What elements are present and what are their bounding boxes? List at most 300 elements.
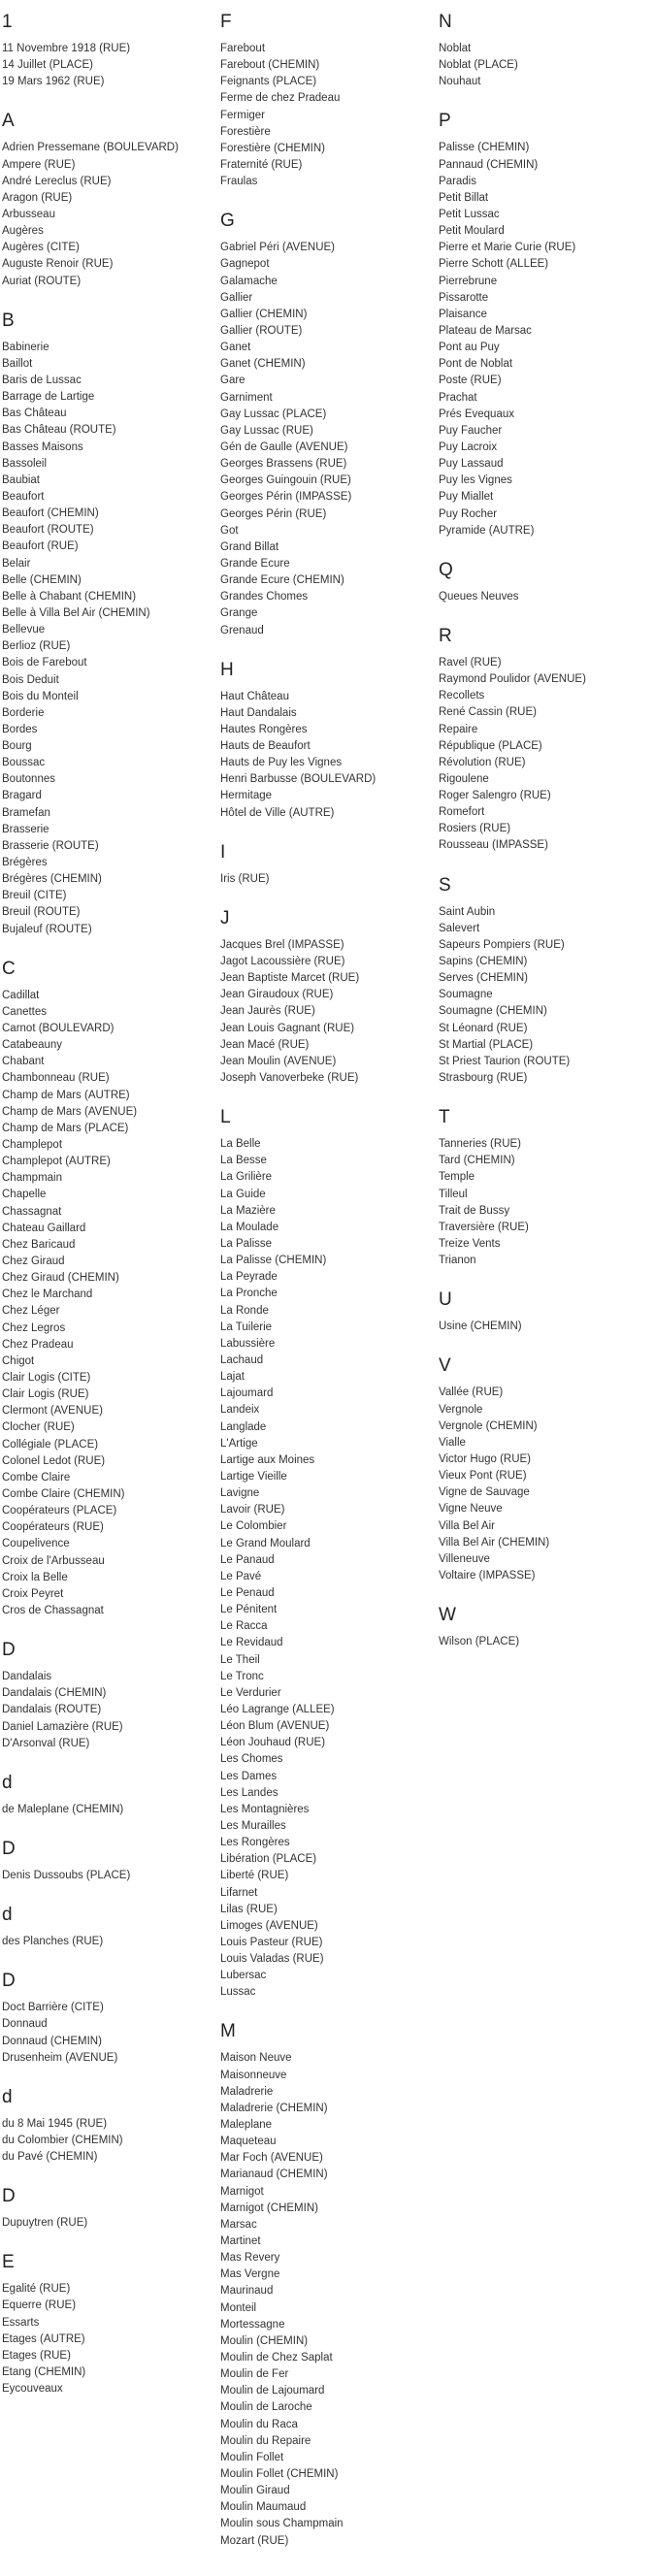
street-name: Moulin sous Champmain	[220, 2518, 344, 2530]
street-name: Pont au Puy	[439, 342, 500, 354]
letter-group	[439, 111, 652, 538]
street-list	[439, 1634, 652, 1650]
index-column-1	[2, 12, 208, 2418]
street-name: Le Racca	[220, 1620, 268, 1633]
street-list	[2, 2116, 208, 2166]
street-name: Grenaud	[220, 624, 264, 636]
letter-heading: d	[2, 1905, 13, 1926]
street-name: Belair	[2, 557, 31, 570]
letter-group	[2, 2252, 208, 2397]
street-name: Nouhaut	[439, 76, 481, 88]
letter-group	[220, 211, 426, 638]
letter-heading: N	[439, 12, 452, 32]
street-name: Borderie	[2, 706, 45, 719]
street-name: Beaufort (RUE)	[2, 540, 79, 553]
street-name: Auguste Renoir (RUE)	[2, 258, 114, 271]
street-name: Puy les Vignes	[439, 474, 512, 487]
street-name: Baris de Lussac	[2, 374, 82, 386]
street-list	[439, 140, 652, 538]
street-name: Léon Blum (AVENUE)	[220, 1720, 330, 1733]
street-name: Lavoir (RUE)	[220, 1504, 285, 1516]
street-name: St Priest Taurion (ROUTE)	[439, 1055, 571, 1067]
street-name: Ganet	[220, 342, 251, 354]
street-name: Augères	[2, 225, 44, 238]
street-name: Champlepot (AUTRE)	[2, 1156, 111, 1168]
street-name: Babinerie	[2, 341, 49, 353]
street-name: Fraulas	[220, 176, 258, 188]
letter-group	[2, 12, 208, 90]
street-name: Lartige Vieille	[220, 1470, 287, 1483]
street-name: Petit Lussac	[439, 208, 500, 220]
street-name: Galamache	[220, 275, 278, 287]
letter-group	[439, 1355, 652, 1584]
street-name: Hauts de Puy les Vignes	[220, 757, 343, 769]
street-name: Maqueteau	[220, 2136, 277, 2148]
street-name: Cros de Chassagnat	[2, 1604, 104, 1616]
street-list	[2, 41, 208, 90]
street-name: Croix de l'Arbusseau	[2, 1554, 105, 1567]
street-name: Mozart (RUE)	[220, 2534, 289, 2547]
letter-group	[2, 1640, 208, 1752]
letter-group	[220, 2021, 426, 2549]
street-name: Vialle	[439, 1436, 466, 1449]
street-name: Soumagne (CHEMIN)	[439, 1005, 547, 1018]
street-name: Jean Giraudoux (RUE)	[220, 989, 334, 1001]
street-name: Pyramide (AUTRE)	[439, 524, 535, 537]
letter-heading: M	[220, 2021, 236, 2042]
street-name: Maladrerie (CHEMIN)	[220, 2102, 328, 2114]
street-name: Pannaud (CHEMIN)	[439, 158, 539, 171]
street-list	[220, 689, 426, 822]
letter-group	[220, 842, 426, 888]
street-name: Tard (CHEMIN)	[439, 1155, 515, 1167]
street-name: La Palisse (CHEMIN)	[220, 1255, 327, 1267]
street-name: Gallier (CHEMIN)	[220, 308, 308, 320]
street-name: Langlade	[220, 1420, 267, 1433]
letter-heading: I	[220, 841, 226, 863]
street-name: Combe Claire	[2, 1471, 71, 1484]
street-name: Prés Evequaux	[439, 408, 514, 420]
street-name: Puy Faucher	[439, 424, 503, 437]
street-name: Rosiers (RUE)	[439, 823, 511, 835]
street-name: Palisse (CHEMIN)	[439, 142, 530, 154]
street-name: La Ronde	[220, 1304, 269, 1317]
street-name: Joseph Vanoverbeke (RUE)	[220, 1072, 359, 1085]
street-name: Soumagne	[439, 989, 493, 1001]
street-name: Coopérateurs (PLACE)	[2, 1505, 117, 1517]
street-name: Pierre et Marie Curie (RUE)	[439, 242, 576, 254]
street-name: Maison Neuve	[220, 2052, 292, 2065]
street-list	[2, 988, 208, 1619]
street-name: Combe Claire (CHEMIN)	[2, 1487, 125, 1500]
street-list	[220, 240, 426, 638]
street-name: Brégères (CHEMIN)	[2, 873, 102, 886]
street-list	[220, 1136, 426, 2001]
street-name: Bas Château (ROUTE)	[2, 424, 116, 437]
letter-heading: G	[220, 211, 235, 232]
street-name: Temple	[439, 1171, 475, 1184]
street-name: Ganet (CHEMIN)	[220, 358, 306, 371]
street-name: Mas Vergne	[220, 2268, 280, 2281]
street-name: Got	[220, 524, 239, 537]
street-name: Marsac	[220, 2218, 257, 2231]
street-name: Baubiat	[2, 473, 41, 486]
street-name: Collégiale (PLACE)	[2, 1438, 99, 1451]
letter-heading: d	[2, 2086, 13, 2107]
street-name: du Pavé (CHEMIN)	[2, 2151, 98, 2164]
street-name: Moulin Follet (CHEMIN)	[220, 2468, 339, 2480]
street-name: Lubersac	[220, 1970, 267, 1982]
street-name: des Planches (RUE)	[2, 1936, 104, 1948]
street-name: Coupelivence	[2, 1538, 70, 1550]
street-name: Chez le Marchand	[2, 1288, 93, 1301]
street-name: Maleplane	[220, 2119, 273, 2132]
street-name: Le Theil	[220, 1653, 260, 1666]
street-name: Moulin de Lajoumard	[220, 2385, 325, 2397]
street-name: Augères (CITE)	[2, 242, 80, 254]
street-name: 19 Mars 1962 (RUE)	[2, 76, 105, 88]
street-name: Marnigot (CHEMIN)	[220, 2201, 318, 2214]
street-name: Voltaire (IMPASSE)	[439, 1569, 536, 1581]
letter-heading: W	[439, 1605, 456, 1626]
street-name: Louis Pasteur (RUE)	[220, 1936, 323, 1948]
letter-group	[2, 111, 208, 289]
street-name: La Moulade	[220, 1221, 279, 1233]
letter-group	[439, 1289, 652, 1335]
street-list	[2, 1802, 208, 1818]
street-name: Garniment	[220, 391, 273, 404]
street-name: Strasbourg (RUE)	[439, 1072, 528, 1085]
street-name: Georges Périn (IMPASSE)	[220, 491, 352, 504]
street-name: Traversière (RUE)	[439, 1221, 529, 1233]
street-name: Maladrerie	[220, 2085, 274, 2098]
street-name: Jean Macé (RUE)	[220, 1038, 310, 1051]
street-name: Bois Deduit	[2, 673, 59, 686]
letter-heading: Q	[439, 559, 453, 580]
letter-heading: A	[2, 111, 15, 132]
street-list	[439, 904, 652, 1088]
street-name: Georges Périn (RUE)	[220, 507, 327, 520]
street-name: Puy Miallet	[439, 491, 494, 504]
street-list	[220, 41, 426, 190]
street-name: Léon Jouhaud (RUE)	[220, 1737, 326, 1749]
street-name: Egalité (RUE)	[2, 2283, 71, 2296]
letter-group	[439, 1605, 652, 1650]
street-list	[220, 937, 426, 1087]
street-list	[2, 1669, 208, 1752]
street-name: Grand Billat	[220, 540, 279, 553]
street-name: Villa Bel Air (CHEMIN)	[439, 1536, 550, 1549]
street-name: Hôtel de Ville (AUTRE)	[220, 806, 335, 819]
street-name: Chez Giraud (CHEMIN)	[2, 1272, 119, 1285]
street-name: Colonel Ledot (RUE)	[2, 1454, 106, 1467]
street-name: Moulin Giraud	[220, 2485, 290, 2497]
street-name: Farebout	[220, 43, 266, 54]
street-name: Champ de Mars (AVENUE)	[2, 1105, 138, 1118]
street-name: Mar Foch (AVENUE)	[220, 2152, 323, 2165]
street-name: Gay Lussac (PLACE)	[220, 408, 327, 420]
street-name: Pierrebrune	[439, 275, 498, 287]
street-name: Forestière (CHEMIN)	[220, 142, 325, 154]
letter-group	[220, 908, 426, 1087]
street-name: Ferme de chez Pradeau	[220, 92, 341, 105]
letter-heading: H	[220, 659, 234, 680]
street-name: Fraternité (RUE)	[220, 158, 303, 171]
letter-heading: E	[2, 2252, 15, 2273]
street-name: Brasserie (ROUTE)	[2, 839, 99, 852]
street-name: Roger Salengro (RUE)	[439, 790, 551, 802]
street-name: Hermitage	[220, 790, 273, 802]
street-name: Georges Guingouin (RUE)	[220, 474, 351, 487]
street-name: Croix la Belle	[2, 1571, 68, 1583]
street-name: Breuil (CITE)	[2, 890, 67, 902]
street-name: Le Colombier	[220, 1520, 287, 1533]
street-name: D'Arsonval (RUE)	[2, 1737, 90, 1749]
street-name: Clair Logis (RUE)	[2, 1388, 89, 1401]
street-name: République (PLACE)	[439, 739, 542, 752]
street-name: Fermiger	[220, 109, 266, 121]
street-name: Gay Lussac (RUE)	[220, 424, 313, 437]
street-name: Jagot Lacoussière (RUE)	[220, 956, 345, 968]
street-name: Trait de Bussy	[439, 1204, 510, 1217]
street-name: Vallée (RUE)	[439, 1386, 504, 1399]
street-list	[220, 2050, 426, 2549]
street-name: Basses Maisons	[2, 440, 83, 453]
street-name: Pont de Noblat	[439, 358, 513, 371]
street-name: Vieux Pont (RUE)	[439, 1470, 527, 1483]
street-name: La Tuilerie	[220, 1321, 273, 1333]
street-list	[2, 140, 208, 289]
street-name: Belle à Chabant (CHEMIN)	[2, 590, 137, 603]
letter-group	[2, 1905, 208, 1950]
street-name: Etages (AUTRE)	[2, 2332, 85, 2345]
street-name: Bassoleil	[2, 457, 48, 470]
street-name: Hautes Rongères	[220, 723, 308, 735]
street-name: Gare	[220, 375, 246, 387]
letter-group	[2, 2087, 208, 2166]
street-name: André Lereclus (RUE)	[2, 175, 112, 187]
letter-group	[439, 1107, 652, 1269]
street-name: Marnigot	[220, 2185, 264, 2198]
street-name: Recollets	[439, 690, 485, 702]
street-list	[220, 871, 426, 888]
street-name: Gén de Gaulle (AVENUE)	[220, 440, 348, 453]
street-name: Jean Baptiste Marcet (RUE)	[220, 972, 360, 985]
street-name: Beaufort (CHEMIN)	[2, 507, 99, 520]
street-name: Gallier	[220, 291, 253, 304]
street-name: 14 Juillet (PLACE)	[2, 59, 93, 72]
street-list	[2, 340, 208, 938]
street-name: Forestière	[220, 125, 271, 138]
street-name: Champ de Mars (PLACE)	[2, 1122, 129, 1134]
street-name: Chez Giraud	[2, 1255, 65, 1267]
letter-heading: F	[220, 12, 232, 32]
index-column-3	[439, 12, 652, 1671]
letter-group	[220, 660, 426, 822]
street-list	[2, 2215, 208, 2232]
letter-group	[439, 560, 652, 605]
letter-group	[220, 12, 426, 190]
street-name: Lajoumard	[220, 1387, 274, 1400]
street-name: Grande Ecure	[220, 557, 290, 570]
street-name: Moulin du Raca	[220, 2418, 298, 2430]
street-name: Chassagnat	[2, 1205, 62, 1218]
street-name: Le Penaud	[220, 1586, 275, 1599]
street-name: Raymond Poulidor (AVENUE)	[439, 673, 586, 686]
letter-heading: C	[2, 958, 16, 979]
letter-heading: 1	[2, 12, 13, 32]
street-name: Auriat (ROUTE)	[2, 275, 82, 287]
street-name: Equerre (RUE)	[2, 2299, 77, 2312]
street-name: Poste (RUE)	[439, 375, 502, 387]
street-name: Doct Barrière (CITE)	[2, 2002, 104, 2014]
street-name: Chabant	[2, 1056, 45, 1068]
street-name: Grange	[220, 607, 258, 620]
letter-heading: T	[439, 1107, 450, 1128]
street-name: Tanneries (RUE)	[439, 1138, 521, 1151]
street-name: Pierre Schott (ALLEE)	[439, 258, 549, 271]
street-name: Lussac	[220, 1986, 256, 1999]
street-name: Gallier (ROUTE)	[220, 324, 303, 337]
street-name: Aragon (RUE)	[2, 191, 73, 204]
letter-heading: J	[220, 907, 230, 929]
street-name: Puy Lassaud	[439, 458, 504, 471]
street-name: Queues Neuves	[439, 590, 519, 603]
street-name: Adrien Pressemane (BOULEVARD)	[2, 142, 179, 154]
street-name: Mortessagne	[220, 2318, 285, 2331]
street-name: Bujaleuf (ROUTE)	[2, 923, 92, 935]
letter-heading: L	[220, 1107, 231, 1128]
letter-heading: B	[2, 310, 15, 331]
street-name: Clair Logis (CITE)	[2, 1371, 91, 1384]
street-name: Libération (PLACE)	[220, 1853, 317, 1866]
street-name: Dupuytren (RUE)	[2, 2217, 88, 2230]
street-name: Le Pavé	[220, 1570, 262, 1582]
street-name: Léo Lagrange (ALLEE)	[220, 1703, 335, 1715]
street-name: Vigne de Sauvage	[439, 1486, 530, 1499]
street-name: Bramefan	[2, 806, 50, 819]
street-name: Saint Aubin	[439, 905, 496, 918]
street-name: Le Verdurier	[220, 1686, 281, 1699]
street-name: Les Dames	[220, 1770, 278, 1782]
street-name: Bourg	[2, 740, 32, 753]
street-name: Etages (RUE)	[2, 2349, 71, 2362]
letter-group	[2, 1839, 208, 1884]
street-name: Donnaud (CHEMIN)	[2, 2035, 102, 2047]
street-name: Hauts de Beaufort	[220, 740, 311, 753]
street-name: Georges Brassens (RUE)	[220, 458, 347, 471]
street-name: Révolution (RUE)	[439, 756, 526, 768]
street-name: Catabeauny	[2, 1039, 63, 1052]
street-name: Le Pénitent	[220, 1604, 278, 1616]
street-name: Tilleul	[439, 1188, 468, 1200]
street-name: Chapelle	[2, 1189, 47, 1201]
street-name: Iris (RUE)	[220, 872, 270, 885]
street-name: Cadillat	[2, 989, 40, 1001]
street-name: Marianaud (CHEMIN)	[220, 2168, 328, 2181]
street-name: Boutonnes	[2, 773, 55, 786]
street-name: Puy Lacroix	[439, 440, 498, 453]
street-name: Moulin de Laroche	[220, 2401, 312, 2414]
letter-group	[439, 626, 652, 855]
street-name: Champlepot	[2, 1139, 63, 1152]
letter-heading: P	[439, 111, 451, 132]
letter-heading: d	[2, 1772, 13, 1793]
street-name: Vergnole	[439, 1403, 483, 1416]
street-name: Noblat (PLACE)	[439, 59, 518, 72]
street-name: Belle à Villa Bel Air (CHEMIN)	[2, 606, 150, 619]
street-name: de Maleplane (CHEMIN)	[2, 1803, 124, 1815]
street-name: St Léonard (RUE)	[439, 1022, 528, 1034]
letter-group	[2, 959, 208, 1619]
street-list	[2, 1868, 208, 1884]
street-name: La Pronche	[220, 1288, 278, 1300]
letter-group	[220, 1107, 426, 2001]
street-list	[439, 41, 652, 90]
street-name: Jacques Brel (IMPASSE)	[220, 938, 344, 951]
street-name: Beaufort (ROUTE)	[2, 524, 94, 537]
street-name: Essarts	[2, 2316, 40, 2329]
street-list	[439, 1385, 652, 1584]
street-name: Baillot	[2, 357, 33, 370]
street-name: Coopérateurs (RUE)	[2, 1521, 104, 1534]
street-name: Haut Dandalais	[220, 706, 297, 719]
street-list	[439, 1319, 652, 1335]
street-name: Limoges (AVENUE)	[220, 1919, 318, 1932]
street-name: Pissarotte	[439, 291, 489, 304]
street-name: Lajat	[220, 1371, 245, 1384]
street-name: Landeix	[220, 1404, 260, 1417]
street-name: Les Rongères	[220, 1837, 290, 1849]
street-name: Monteil	[220, 2301, 257, 2314]
street-name: Canettes	[2, 1005, 48, 1018]
street-name: René Cassin (RUE)	[439, 706, 537, 719]
street-name: Villa Bel Air	[439, 1519, 495, 1532]
street-name: Repaire	[439, 723, 478, 735]
street-name: Liberté (RUE)	[220, 1870, 289, 1882]
street-name: Grandes Chomes	[220, 591, 309, 603]
street-name: Usine (CHEMIN)	[439, 1321, 522, 1333]
street-name: Serves (CHEMIN)	[439, 972, 529, 985]
street-name: Louis Valadas (RUE)	[220, 1953, 324, 1966]
street-name: Les Landes	[220, 1786, 278, 1799]
street-name: Lifarnet	[220, 1886, 258, 1899]
street-name: Romefort	[439, 806, 485, 819]
street-name: du Colombier (CHEMIN)	[2, 2134, 123, 2146]
street-name: La Peyrade	[220, 1271, 278, 1284]
street-name: Berlioz (RUE)	[2, 640, 71, 653]
street-name: Drusenheim (AVENUE)	[2, 2051, 118, 2064]
street-name: Denis Dussoubs (PLACE)	[2, 1869, 131, 1881]
street-name: Lilas (RUE)	[220, 1903, 278, 1915]
street-list	[2, 2281, 208, 2397]
street-name: Chateau Gaillard	[2, 1222, 86, 1234]
street-name: Boussac	[2, 757, 46, 769]
street-name: Plateau de Marsac	[439, 324, 532, 337]
street-name: Eycouveaux	[2, 2383, 63, 2396]
street-name: Donnaud	[2, 2018, 48, 2031]
street-name: Noblat	[439, 43, 472, 54]
street-name: Moulin (CHEMIN)	[220, 2334, 309, 2347]
street-name: Rigoulene	[439, 772, 489, 785]
street-name: Beaufort	[2, 490, 45, 503]
letter-heading: D	[2, 1640, 16, 1661]
street-name: Dandalais (CHEMIN)	[2, 1687, 107, 1700]
street-name: La Belle	[220, 1138, 261, 1151]
letter-heading: U	[439, 1289, 452, 1311]
street-name: Vergnole (CHEMIN)	[439, 1419, 538, 1432]
street-list	[2, 1934, 208, 1950]
